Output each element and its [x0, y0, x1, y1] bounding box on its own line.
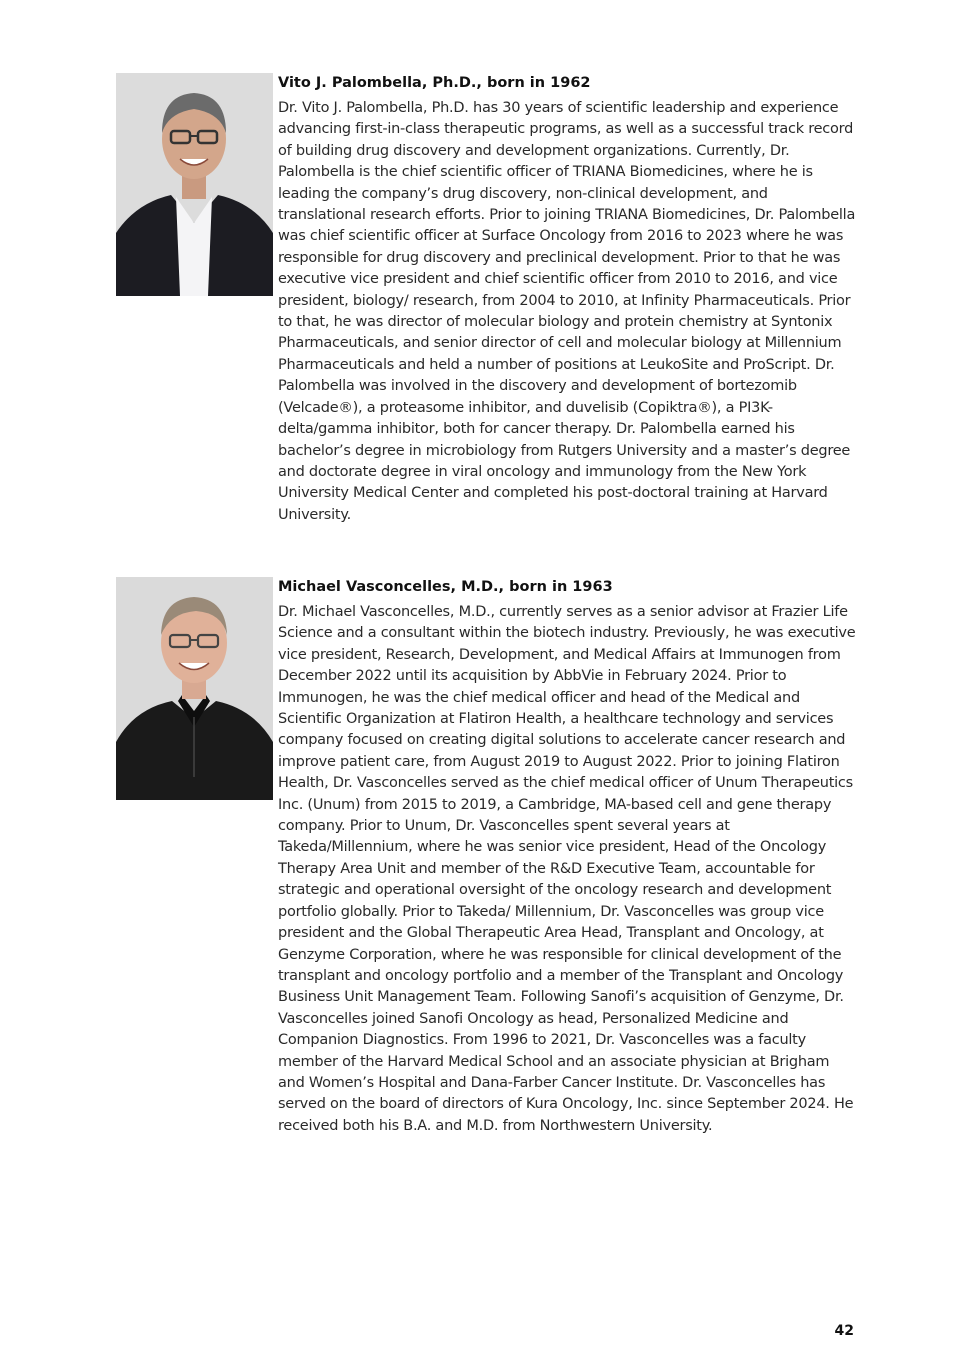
portrait-illustration	[116, 577, 273, 800]
person-name: Michael Vasconcelles, M.D., born in 1963	[278, 579, 613, 595]
person-biography: Dr. Vito J. Palombella, Ph.D. has 30 years of scientific leadership and experience advancing first-in-class therapeutic programs, as well as a successful track record of building drug discovery and development organizations. Currently, Dr. Palombella is the chief scientific officer of TRIANA Biomedicines, where he is leading the company’s drug discovery, non-clinical development, and translational research efforts. Prior to joining TRIANA Biomedicines, Dr. Palombella was chief scientific officer at Surface Oncology from 2016 to 2023 where he was responsible for drug discovery and preclinical development. Prior to that he was executive vice president and chief scientific officer from 2010 to 2016, and vice president, biology/ research, from 2004 to 2010, at Infinity Pharmaceuticals. Prior to that, he was director of molecular biology and protein chemistry at Syntonix Pharmaceuticals, and senior director of cell and molecular biology at Millennium Pharmaceuticals and held a number of positions at LeukoSite and ProScript. Dr. Palombella was involved in the discovery and development of bortezomib (Velcade®), a proteasome inhibitor, and duvelisib (Copiktra®), a PI3K-delta/gamma inhibitor, both for cancer therapy. Dr. Palombella earned his bachelor’s degree in microbiology from Rutgers University and a master’s degree and doctorate degree in viral oncology and immunology from the New York University Medical Center and completed his post-doctoral training at Harvard University.	[278, 100, 856, 523]
bio-text-vasconcelles	[278, 577, 856, 1137]
person-biography: Dr. Michael Vasconcelles, M.D., currently serves as a senior advisor at Frazier Life Science and a consultant within the biotech industry. Previously, he was executive vice president, Research, Development, and Medical Affairs at Immunogen from December 2022 until its acquisition by AbbVie in February 2024. Prior to Immunogen, he was the chief medical officer and head of the Medical and Scientific Organization at Flatiron Health, a healthcare technology and services company focused on creating digital solutions to accelerate cancer research and improve patient care, from August 2019 to August 2022. Prior to joining Flatiron Health, Dr. Vasconcelles served as the chief medical officer of Unum Therapeutics Inc. (Unum) from 2015 to 2019, a Cambridge, MA-based cell and gene therapy company. Prior to Unum, Dr. Vasconcelles spent several years at Takeda/Millennium, where he was senior vice president, Head of the Oncology Therapy Area Unit and member of the R&D Executive Team, accountable for strategic and operational oversight of the oncology research and development portfolio globally. Prior to Takeda/ Millennium, Dr. Vasconcelles was group vice president and the Global Therapeutic Area Head, Transplant and Oncology, at Genzyme Corporation, where he was responsible for clinical development of the transplant and oncology portfolio and a member of the Transplant and Oncology Business Unit Management Team. Following Sanofi’s acquisition of Genzyme, Dr. Vasconcelles joined Sanofi Oncology as head, Personalized Medicine and Companion Diagnostics. From 1996 to 2021, Dr. Vasconcelles was a faculty member of the Harvard Medical School and an associate physician at Brigham and Women’s Hospital and Dana-Farber Cancer Institute. Dr. Vasconcelles has served on the board of directors of Kura Oncology, Inc. since September 2024. He received both his B.A. and M.D. from Northwestern University.	[278, 604, 856, 1134]
portrait-photo-vasconcelles	[116, 577, 273, 800]
person-name: Vito J. Palombella, Ph.D., born in 1962	[278, 75, 591, 91]
portrait-photo-palombella	[116, 73, 273, 296]
page-number: 42	[834, 1323, 854, 1339]
bio-text-palombella	[278, 73, 856, 526]
portrait-illustration	[116, 73, 273, 296]
